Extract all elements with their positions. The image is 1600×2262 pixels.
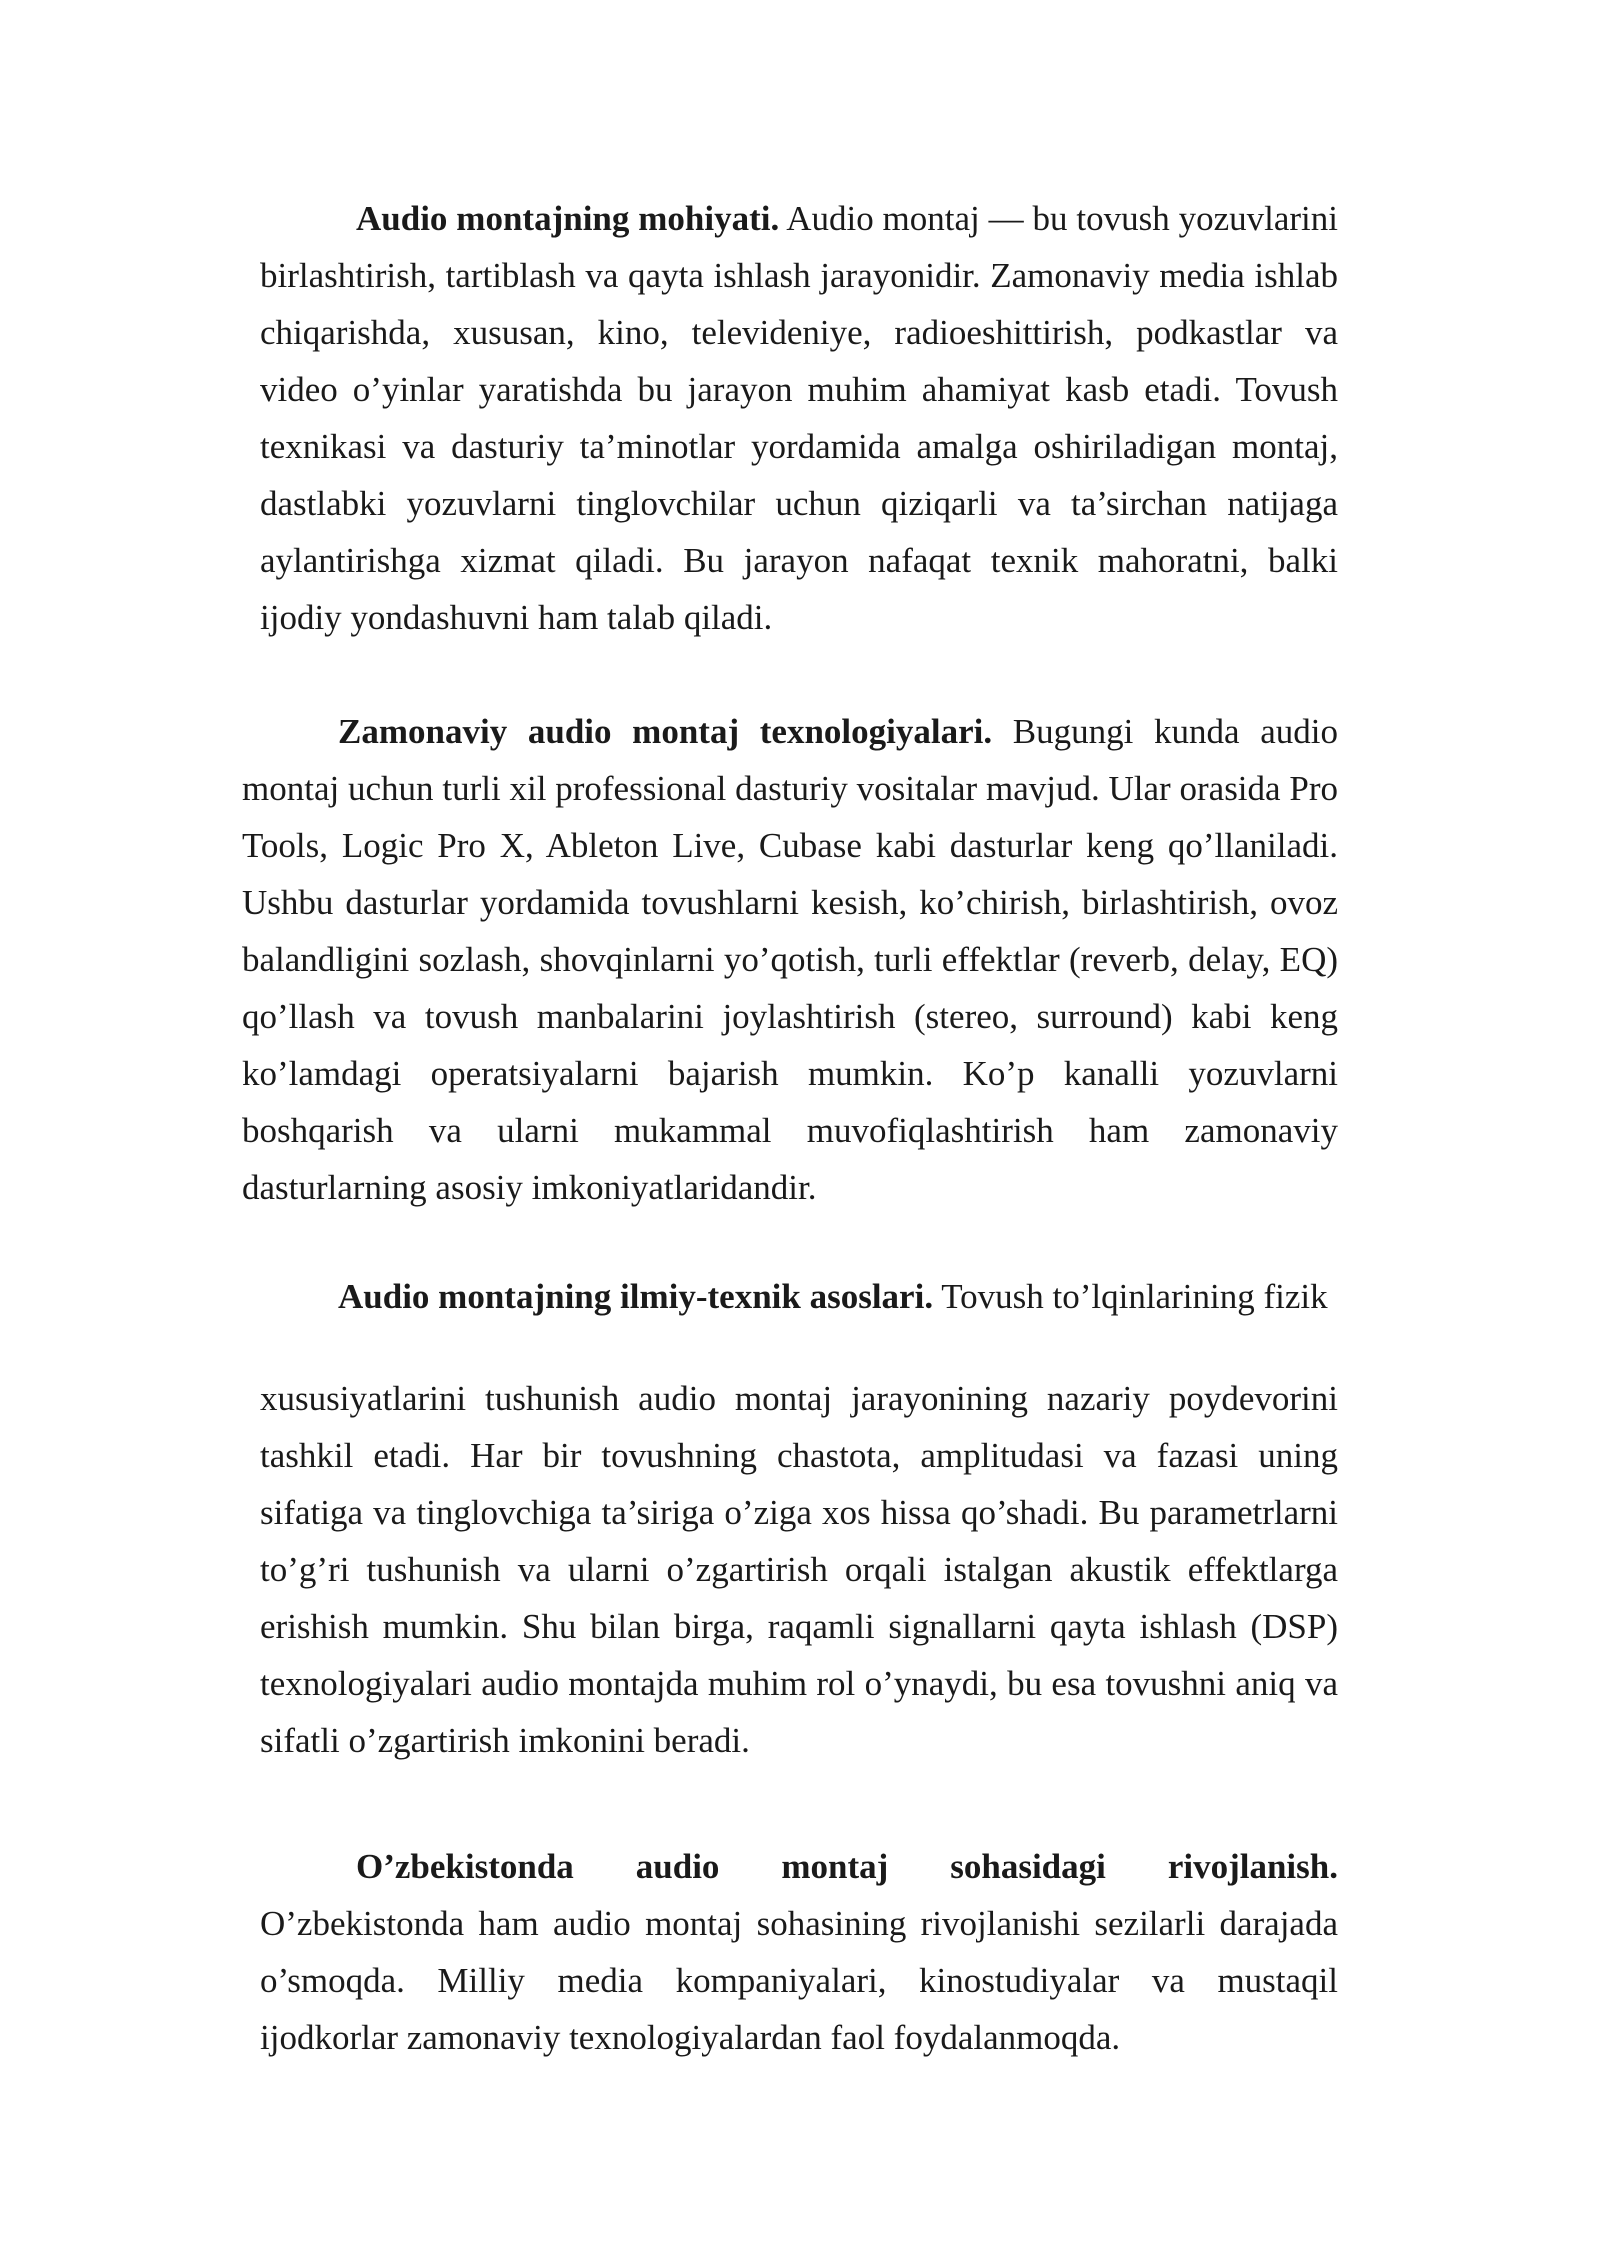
section-heading-texnologiyalari: Zamonaviy audio montaj texnologiyalari. [338,712,993,751]
section-body-rivojlanish: O’zbekistonda ham audio montaj sohasining rivojlanishi sezilarli darajada o’smoqda. Milliy media kompaniyalari, kinostudiyalar va mustaqil ijodkorlar zamonaviy texnologiyalardan faol foydalanmoqda. [260,1904,1338,2057]
section-heading-asoslari: Audio montajning ilmiy-texnik asoslari. [338,1277,934,1316]
section-paragraph-mohiyati [260,190,1338,646]
section-body-texnologiyalari: Bugungi kunda audio montaj uchun turli xil professional dasturiy vositalar mavjud. Ular orasida Pro Tools, Logic Pro X, Ableton Live, Cubase kabi dasturlar keng qo’llaniladi. Ushbu dasturlar yordamida tovushlarni kesish, ko’chirish, birlashtirish, ovoz balandligini sozlash, shovqinlarni yo’qotish, turli effektlar (reverb, delay, EQ) qo’llash va tovush manbalarini joylashtirish (stereo, surround) kabi keng ko’lamdagi operatsiyalarni bajarish mumkin. Ko’p kanalli yozuvlarni boshqarish va ularni mukammal muvofiqlashtirish ham zamonaviy dasturlarning asosiy imkoniyatlaridandir. [242,712,1338,1207]
section-heading-rivojlanish: O’zbekistonda audio montaj sohasidagi rivojlanish. [356,1847,1338,1886]
section-heading-mohiyati: Audio montajning mohiyati. [356,199,780,238]
section-body-asoslari-continued: xususiyatlarini tushunish audio montaj jarayonining nazariy poydevorini tashkil etadi. Har bir tovushning chastota, amplitudasi va fazasi uning sifatiga va tinglovchiga ta’siriga o’ziga xos hissa qo’shadi. Bu parametrlarni to’g’ri tushunish va ularni o’zgartirish orqali istalgan akustik effektlarga erishish mumkin. Shu bilan birga, raqamli signallarni qayta ishlash (DSP) texnologiyalari audio montajda muhim rol o’ynaydi, bu esa tovushni aniq va sifatli o’zgartirish imkonini beradi. [260,1379,1338,1760]
section-body-mohiyati: Audio montaj — bu tovush yozuvlarini birlashtirish, tartiblash va qayta ishlash jarayonidir. Zamonaviy media ishlab chiqarishda, xususan, kino, televideniye, radioeshittirish, podkastlar va video o’yinlar yaratishda bu jarayon muhim ahamiyat kasb etadi. Tovush texnikasi va dasturiy ta’minotlar yordamida amalga oshiriladigan montaj, dastlabki yozuvlarni tinglovchilar uchun qiziqarli va ta’sirchan natijaga aylantirishga xizmat qiladi. Bu jarayon nafaqat texnik mahoratni, balki ijodiy yondashuvni ham talab qiladi. [260,199,1338,637]
section-paragraph-asoslari-continued [260,1370,1338,1769]
section-paragraph-rivojlanish [260,1838,1338,2066]
section-paragraph-asoslari [242,1275,1338,1319]
section-body-asoslari: Tovush to’lqinlarining fizik [941,1277,1328,1316]
section-paragraph-texnologiyalari [242,703,1338,1216]
